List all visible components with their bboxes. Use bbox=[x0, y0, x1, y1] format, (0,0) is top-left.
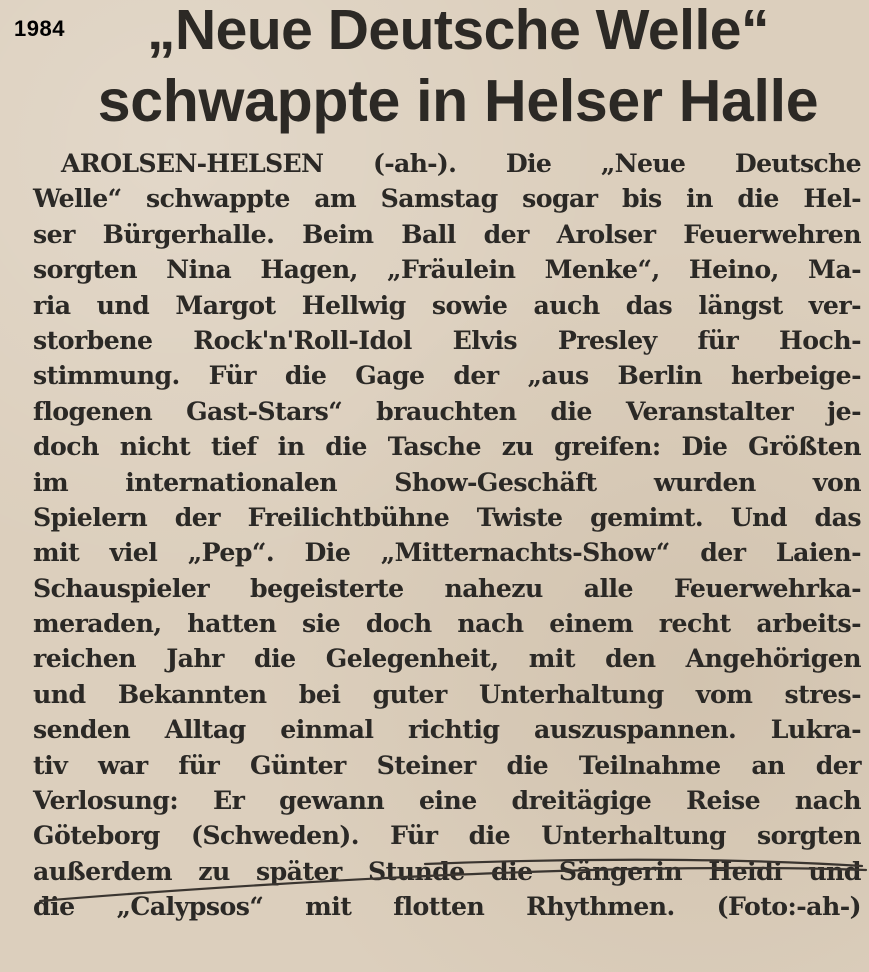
headline-line-2: schwappte in Helser Halle bbox=[97, 68, 819, 134]
article-line: AROLSEN-HELSEN (-ah-). Die „Neue Deutsche bbox=[61, 148, 861, 178]
article-line: flogenen Gast-Stars“ brauchten die Veranstalter je- bbox=[33, 395, 861, 426]
article-line: reichen Jahr die Gelegenheit, mit den Angehörigen bbox=[33, 643, 861, 674]
year-label: 1984 bbox=[14, 16, 65, 41]
article-line: Göteborg (Schweden). Für die Unterhaltung sorgten bbox=[33, 820, 861, 851]
article-line: sorgten Nina Hagen, „Fräulein Menke“, Heino, Ma- bbox=[33, 254, 861, 285]
article-line: Spielern der Freilichtbühne Twiste gemimt. Und das bbox=[33, 501, 861, 532]
article-line: stimmung. Für die Gage der „aus Berlin herbeige- bbox=[33, 360, 861, 391]
article-line: doch nicht tief in die Tasche zu greifen: Die Größten bbox=[33, 431, 861, 462]
article-line: ser Bürgerhalle. Beim Ball der Arolser Feuerwehren bbox=[33, 218, 861, 249]
headline bbox=[68, 0, 848, 134]
article-line: die „Calypsos“ mit flotten Rhythmen. (Foto:-ah-) bbox=[33, 891, 861, 922]
article-line: Verlosung: Er gewann eine dreitägige Reise nach bbox=[33, 785, 861, 816]
article-line: storbene Rock'n'Roll-Idol Elvis Presley für Hoch- bbox=[33, 324, 861, 355]
article-line: ria und Margot Hellwig sowie auch das längst ver- bbox=[33, 289, 861, 320]
article-body bbox=[33, 146, 861, 925]
article-line: tiv war für Günter Steiner die Teilnahme an der bbox=[33, 749, 861, 780]
article-line: und Bekannten bei guter Unterhaltung vom stres- bbox=[33, 678, 861, 709]
article-line: meraden, hatten sie doch nach einem recht arbeits- bbox=[33, 608, 861, 639]
headline-line-1: „Neue Deutsche Welle“ bbox=[147, 0, 769, 62]
article-line: Schauspieler begeisterte nahezu alle Feuerwehrka- bbox=[33, 572, 861, 603]
article-line: außerdem zu später Stunde die Sängerin Heidi und bbox=[33, 855, 861, 886]
article-line: senden Alltag einmal richtig auszuspannen. Lukra- bbox=[33, 714, 861, 745]
article-line: im internationalen Show-Geschäft wurden von bbox=[33, 466, 861, 497]
article-line: mit viel „Pep“. Die „Mitternachts-Show“ der Laien- bbox=[33, 537, 861, 568]
article-line: Welle“ schwappte am Samstag sogar bis in die Hel- bbox=[33, 183, 861, 214]
